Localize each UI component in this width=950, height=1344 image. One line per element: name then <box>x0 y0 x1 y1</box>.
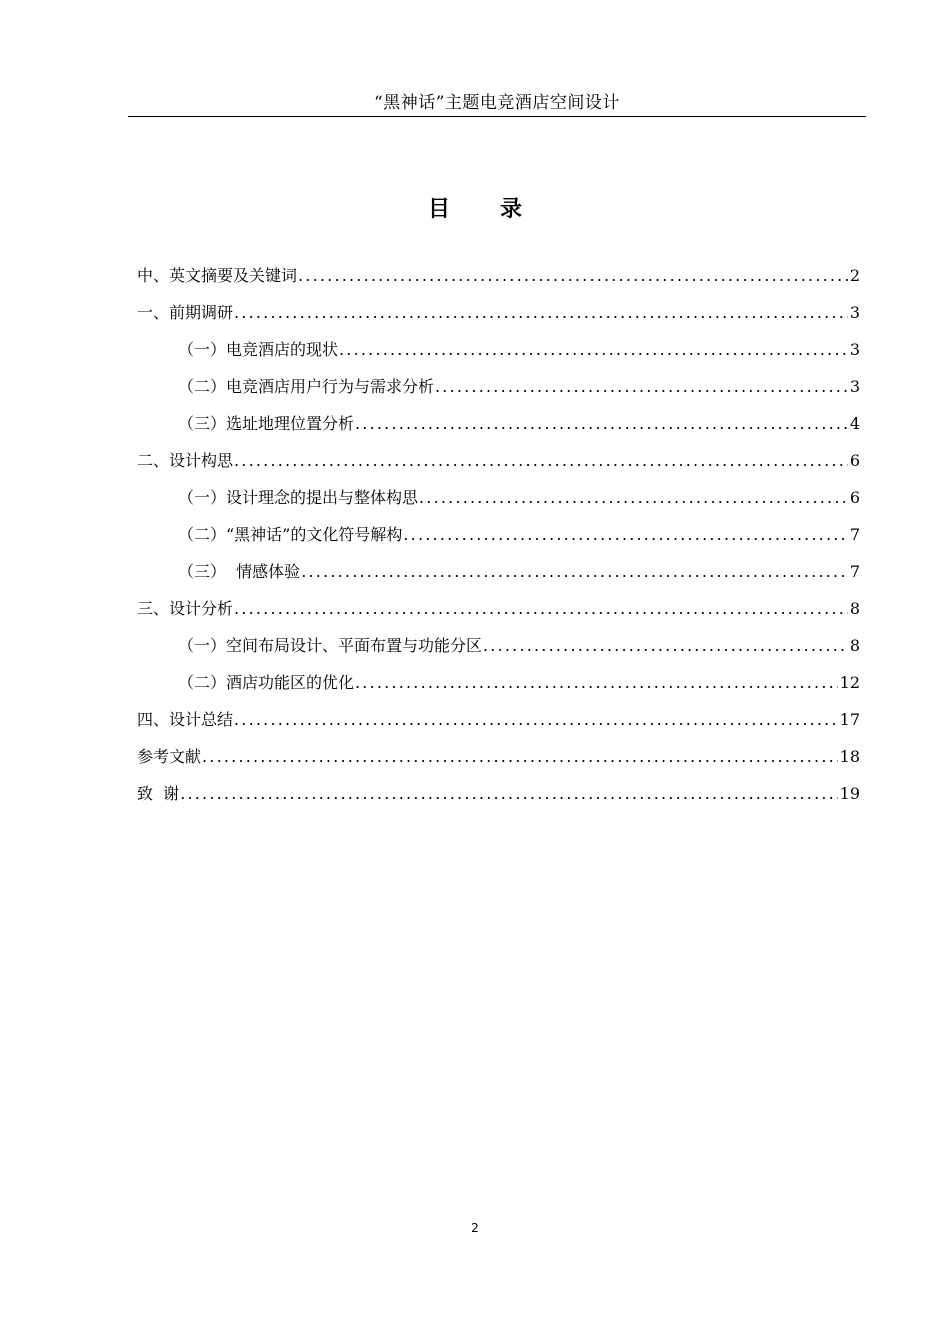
toc-dot-leader <box>180 781 837 807</box>
toc-entry-label: 参考文献 <box>137 747 202 766</box>
table-of-contents <box>137 263 860 818</box>
toc-entry-page: 7 <box>849 562 860 581</box>
toc-dot-leader <box>298 263 848 289</box>
toc-entry-2-3[interactable] <box>137 559 860 596</box>
toc-dot-leader <box>419 485 848 511</box>
toc-entry-2-1[interactable] <box>137 485 860 522</box>
toc-entry-label: 四、设计总结 <box>137 710 234 729</box>
toc-entry-page: 6 <box>849 488 860 507</box>
toc-entry-references[interactable] <box>137 744 860 781</box>
toc-entry-label: （一）空间布局设计、平面布置与功能分区 <box>178 636 483 655</box>
toc-entry-label: （三） 情感体验 <box>178 562 301 581</box>
toc-entry-page: 8 <box>849 636 860 655</box>
toc-dot-leader <box>435 374 848 400</box>
toc-dot-leader <box>202 744 838 770</box>
toc-entry-label: （二）“黑神话”的文化符号解构 <box>178 525 403 544</box>
toc-entry-page: 7 <box>849 525 860 544</box>
running-header: “黑神话”主题电竞酒店空间设计 <box>374 93 620 113</box>
toc-dot-leader <box>234 596 848 622</box>
toc-entry-1-1[interactable] <box>137 337 860 374</box>
toc-entry-page: 19 <box>839 784 860 803</box>
toc-entry-page: 3 <box>849 340 860 359</box>
toc-entry-label: （一）设计理念的提出与整体构思 <box>178 488 419 507</box>
toc-entry-label: 中、英文摘要及关键词 <box>137 266 298 285</box>
toc-dot-leader <box>403 522 847 548</box>
toc-entry-page: 8 <box>849 599 860 618</box>
toc-entry-chapter-2[interactable] <box>137 448 860 485</box>
toc-entry-page: 18 <box>839 747 860 766</box>
toc-entry-page: 12 <box>839 673 860 692</box>
toc-entry-page: 6 <box>849 451 860 470</box>
toc-dot-leader <box>234 448 848 474</box>
toc-entry-3-2[interactable] <box>137 670 860 707</box>
toc-title-left: 目 <box>427 196 450 222</box>
toc-dot-leader <box>301 559 848 585</box>
toc-entry-1-2[interactable] <box>137 374 860 411</box>
page-number: 2 <box>471 1221 479 1235</box>
toc-entry-page: 17 <box>839 710 860 729</box>
toc-dot-leader <box>355 411 848 437</box>
toc-dot-leader <box>355 670 838 696</box>
toc-entry-acknowledgements[interactable] <box>137 781 860 818</box>
header-rule <box>128 116 866 117</box>
toc-entry-2-2[interactable] <box>137 522 860 559</box>
toc-entry-label: （三）选址地理位置分析 <box>178 414 355 433</box>
toc-entry-page: 3 <box>849 303 860 322</box>
toc-entry-page: 4 <box>849 414 860 433</box>
toc-dot-leader <box>339 337 848 363</box>
toc-title-right: 录 <box>500 196 523 222</box>
toc-entry-page: 2 <box>849 266 860 285</box>
toc-entry-page: 3 <box>849 377 860 396</box>
toc-entry-1-3[interactable] <box>137 411 860 448</box>
toc-entry-chapter-3[interactable] <box>137 596 860 633</box>
toc-dot-leader <box>234 300 848 326</box>
toc-entry-label: 三、设计分析 <box>137 599 234 618</box>
toc-entry-label: （二）电竞酒店用户行为与需求分析 <box>178 377 435 396</box>
toc-entry-label: 二、设计构思 <box>137 451 234 470</box>
toc-entry-3-1[interactable] <box>137 633 860 670</box>
toc-entry-abstract[interactable] <box>137 263 860 300</box>
toc-dot-leader <box>234 707 838 733</box>
toc-dot-leader <box>483 633 848 659</box>
toc-entry-chapter-4[interactable] <box>137 707 860 744</box>
toc-title <box>0 194 950 224</box>
toc-entry-label: 致 谢 <box>137 784 180 803</box>
toc-entry-label: （二）酒店功能区的优化 <box>178 673 355 692</box>
toc-entry-chapter-1[interactable] <box>137 300 860 337</box>
toc-entry-label: （一）电竞酒店的现状 <box>178 340 339 359</box>
toc-entry-label: 一、前期调研 <box>137 303 234 322</box>
